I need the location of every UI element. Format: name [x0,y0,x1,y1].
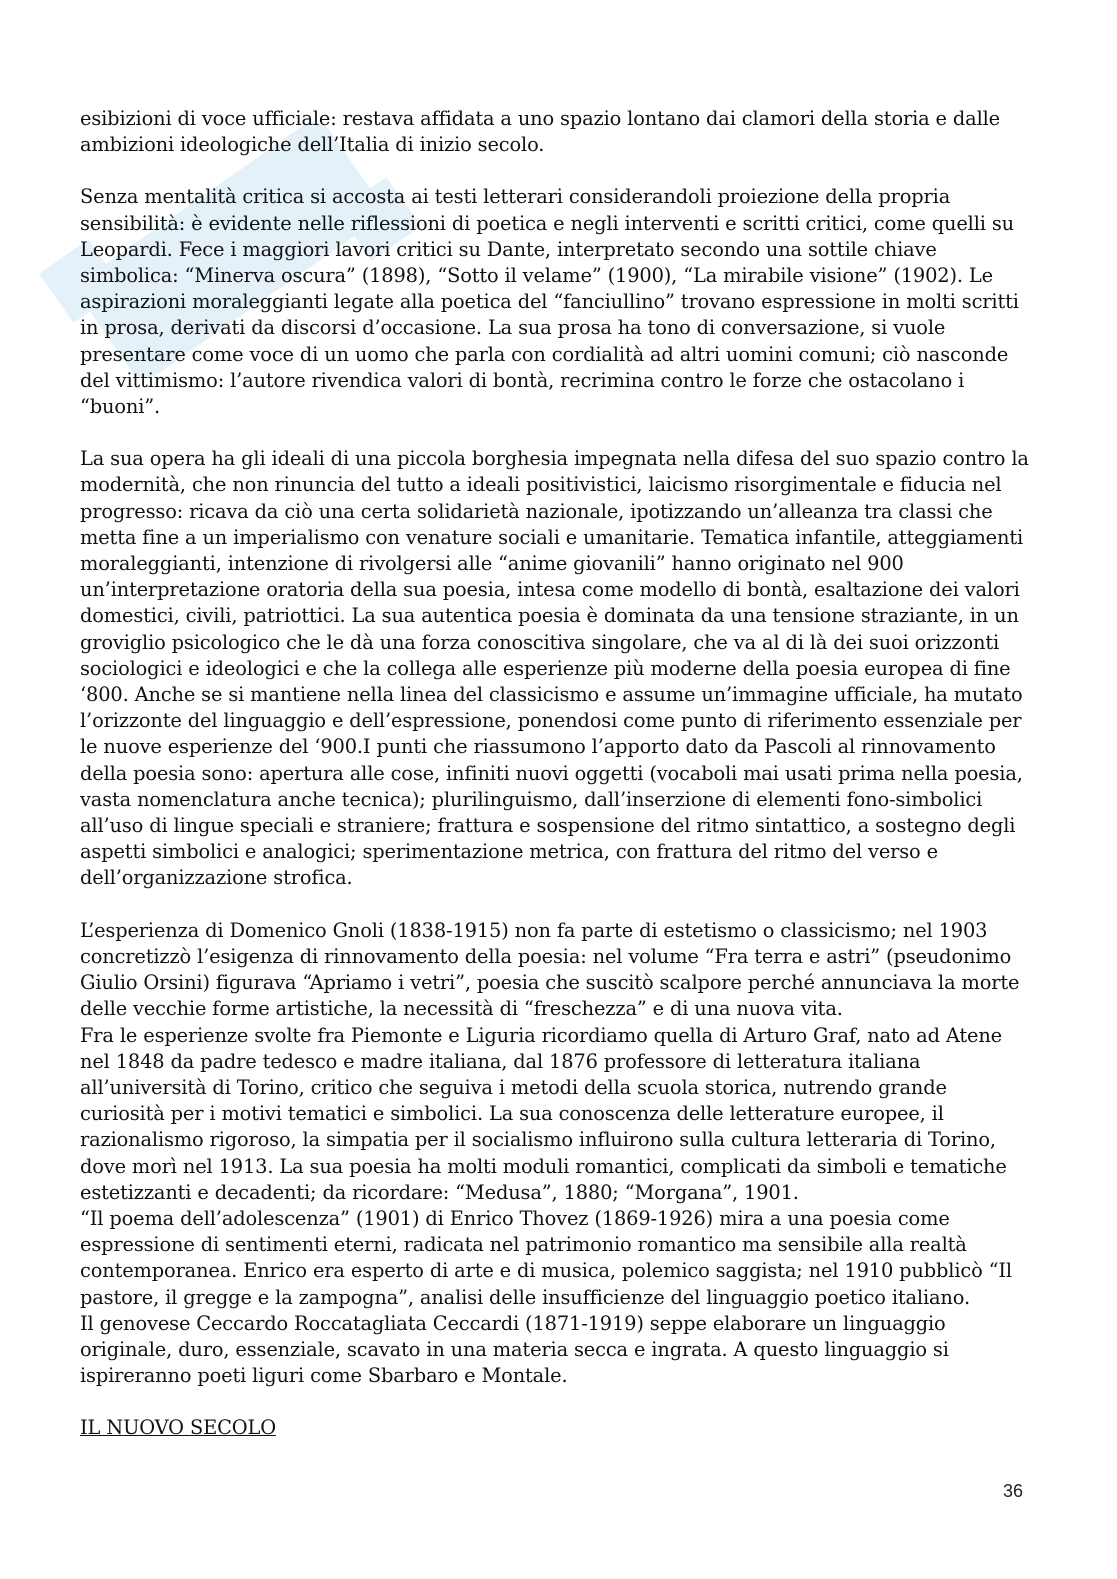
paragraph-ceccardi: Il genovese Ceccardo Roccatagliata Ceccardi (1871-1919) seppe elaborare un linguaggio originale, duro, essenziale, scavato in una materia secca e ingrata. A questo linguaggio si ispireranno poeti liguri come Sbarbaro e Montale. [80,1311,949,1388]
paragraph-thovez: “Il poema dell’adolescenza” (1901) di Enrico Thovez (1869-1926) mira a una poesia come espressione di sentimenti eterni, radicata nel patrimonio romantico ma sensibile alla realtà contemporanea. Enrico era esperto di arte e di musica, polemico saggista; nel 1910 pubblicò “Il pastore, il gregge e la zampogna”, analisi delle insufficienze del linguaggio poetico italiano. [80,1206,1012,1309]
section-heading: IL NUOVO SECOLO [80,1416,276,1440]
page-number: 36 [1003,1481,1024,1501]
paragraph-intro: esibizioni di voce ufficiale: restava affidata a uno spazio lontano dai clamori della storia e dalle ambizioni ideologiche dell’Italia di inizio secolo. [80,107,1001,157]
paragraph-opera: La sua opera ha gli ideali di una piccola borghesia impegnata nella difesa del suo spazio contro la modernità, che non rinuncia del tutto a ideali positivistici, laicismo risorgimentale e fiducia nel progresso: ricava da ciò una certa solidarietà nazionale, ipotizzando un’alleanza tra classi che metta fine a un imperialismo con venature sociali e umanitarie. Tematica infantile, atteggiamenti moraleggianti, intenzione di rivolgersi alle “anime giovanili” hanno originato nel 900 un’interpretazione oratoria della sua poesia, intesa come modello di bontà, esaltazione dei valori domestici, civili, patriottici. La sua autentica poesia è dominata da una tensione straziante, in un groviglio psicologico che le dà una forza conoscitiva singolare, che va al di là dei suoi orizzonti sociologici e ideologici e che la collega alle esperienze più moderne della poesia europea di fine ‘800. Anche se si mantiene nella linea del classicismo e assume un’immagine ufficiale, ha mutato l’orizzonte del linguaggio e dell’espressione, ponendosi come punto di riferimento essenziale per le nuove esperienze del ‘900.I punti che riassumono l’apporto dato da Pascoli al rinnovamento della poesia sono: apertura alle cose, infiniti nuovi oggetti (vocaboli mai usati prima nella poesia, vasta nomenclatura anche tecnica); plurilinguismo, dall’inserzione di elementi fono-simbolici all’uso di lingue speciali e straniere; frattura e sospensione del ritmo sintattico, a sostegno degli aspetti simbolici e analogici; sperimentazione metrica, con frattura del ritmo del verso e dell’organizzazione strofica. [80,447,1029,890]
paragraph-graf: Fra le esperienze svolte fra Piemonte e Liguria ricordiamo quella di Arturo Graf, nato ad Atene nel 1848 da padre tedesco e madre italiana, dal 1876 professore di letteratura italiana all’università di Torino, critico che seguiva i metodi della scuola storica, nutrendo grande curiosità per i motivi tematici e simbolici. La sua conoscenza delle letterature europee, il razionalismo rigoroso, la simpatia per il socialismo influirono sulla cultura letteraria di Torino, dove morì nel 1913. La sua poesia ha molti moduli romantici, complicati da simboli e tematiche estetizzanti e decadenti; da ricordare: “Medusa”, 1880; “Morgana”, 1901. [80,1023,1007,1204]
paragraph-gnoli: L’esperienza di Domenico Gnoli (1838-1915) non fa parte di estetismo o classicismo; nel 1903 concretizzò l’esigenza di rinnovamento della poesia: nel volume “Fra terra e astri” (pseudonimo Giulio Orsini) figurava “Apriamo i vetri”, poesia che suscitò scalpore perché annunciava la morte delle vecchie forme artistiche, la necessità di “freschezza” e di una nuova vita. [80,918,1020,1021]
paragraph-critica: Senza mentalità critica si accosta ai testi letterari considerandoli proiezione della propria sensibilità: è evidente nelle riflessioni di poetica e negli interventi e scritti critici, come quelli su Leopardi. Fece i maggiori lavori critici su Dante, interpretato secondo una sottile chiave simbolica: “Minerva oscura” (1898), “Sotto il velame” (1900), “La mirabile visione” (1902). Le aspirazioni moraleggianti legate alla poetica del “fanciullino” trovano espressione in molti scritti in prosa, derivati da discorsi d’occasione. La sua prosa ha tono di conversazione, si vuole presentare come voce di un uomo che parla con cordialità ad altri uomini comuni; ciò nasconde del vittimismo: l’autore rivendica valori di bontà, recrimina contro le forze che ostacolano i “buoni”. [80,185,1019,419]
document-body [80,106,1035,1468]
